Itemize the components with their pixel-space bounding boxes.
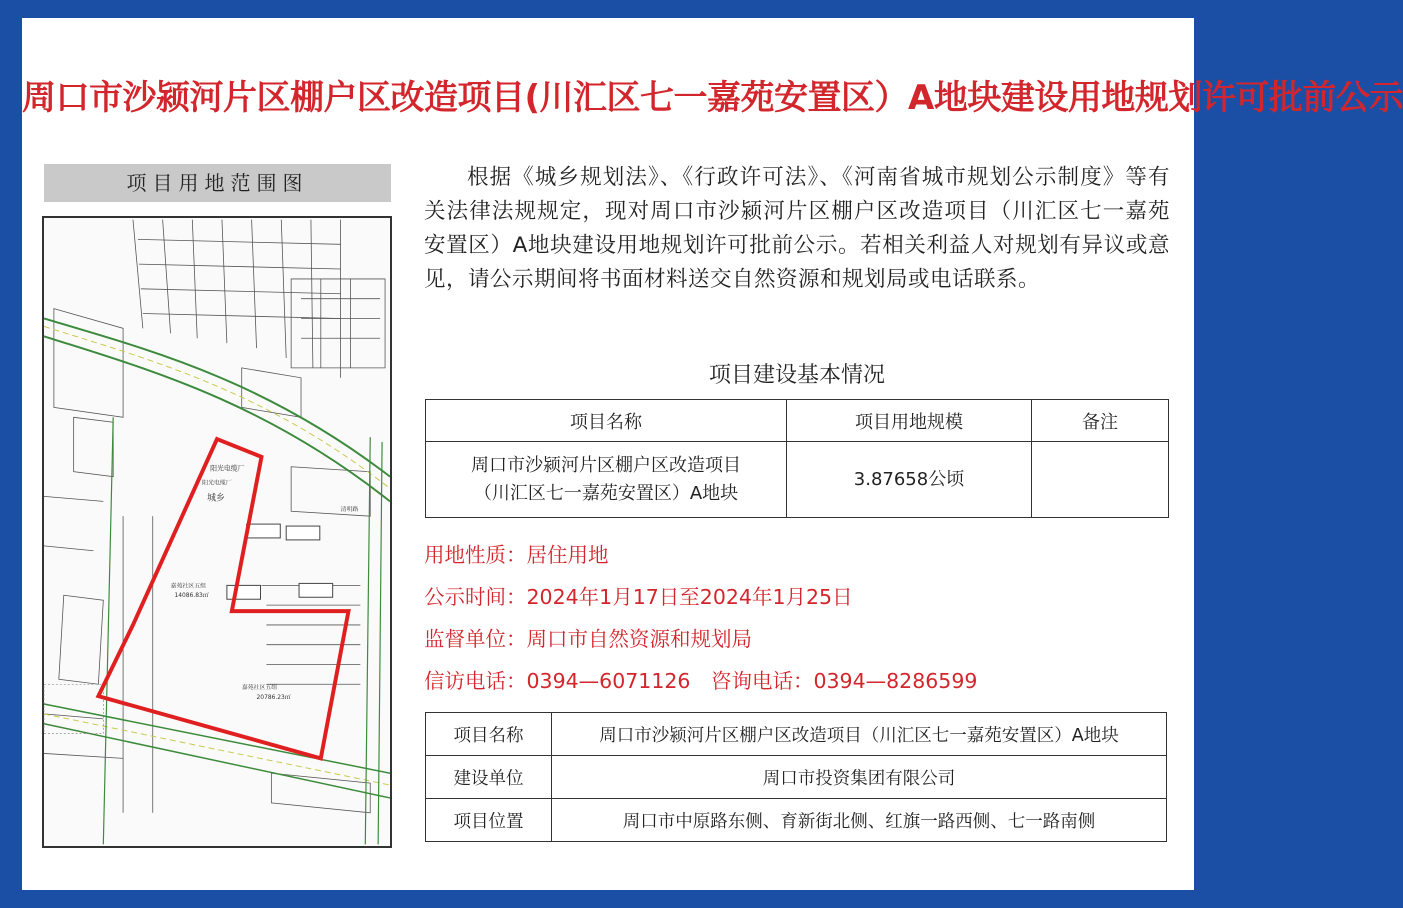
phone-line: 信访电话：0394—6071126 咨询电话：0394—8286599 xyxy=(424,669,978,693)
cell-land-scale: 3.87658公顷 xyxy=(787,442,1032,518)
cell-project-name xyxy=(426,442,787,518)
cell-remark xyxy=(1032,442,1169,518)
map-label-1: 阳光电缆厂 xyxy=(210,464,245,473)
detail-key: 建设单位 xyxy=(426,756,552,799)
map-label-4: 嘉苑社区五组 xyxy=(170,582,207,590)
period-line: 公示时间：2024年1月17日至2024年1月25日 xyxy=(424,585,853,609)
table-row xyxy=(426,756,1167,799)
header-project-name: 项目名称 xyxy=(426,400,787,442)
detail-key: 项目名称 xyxy=(426,713,552,756)
map-label-7: 20786.23㎡ xyxy=(256,694,291,702)
cell-project-name-line2: （川汇区七一嘉苑安置区）A地块 xyxy=(473,482,739,504)
project-detail-table xyxy=(425,712,1167,842)
map-caption: 项目用地范围图 xyxy=(44,164,391,202)
map-label-5: 14086.83㎡ xyxy=(174,592,209,600)
header-land-scale: 项目用地规模 xyxy=(787,400,1032,442)
detail-value: 周口市沙颍河片区棚户区改造项目（川汇区七一嘉苑安置区）A地块 xyxy=(552,713,1167,756)
project-basic-table xyxy=(425,399,1169,518)
page-title: 周口市沙颍河片区棚户区改造项目(川汇区七一嘉苑安置区）A地块建设用地规划许可批前公示 xyxy=(22,78,1403,118)
map-label-3: 城乡 xyxy=(207,493,225,504)
table-header-row xyxy=(426,400,1169,442)
supervisor-line: 监督单位：周口市自然资源和规划局 xyxy=(424,627,752,651)
table-row xyxy=(426,799,1167,842)
map-label-6: 嘉苑社区五组 xyxy=(241,684,278,692)
detail-value: 周口市投资集团有限公司 xyxy=(552,756,1167,799)
section-title: 项目建设基本情况 xyxy=(708,363,885,388)
table-row xyxy=(426,442,1169,518)
detail-value: 周口市中原路东侧、育新街北侧、红旗一路西侧、七一路南侧 xyxy=(552,799,1167,842)
notice-board xyxy=(22,18,1403,890)
site-map xyxy=(42,216,392,848)
map-label-8: 清明路 xyxy=(340,506,359,514)
detail-key: 项目位置 xyxy=(426,799,552,842)
cell-project-name-line1: 周口市沙颍河片区棚户区改造项目 xyxy=(471,454,741,476)
site-map-drawing xyxy=(44,218,390,846)
land-use-line: 用地性质：居住用地 xyxy=(424,543,609,567)
intro-paragraph: 根据《城乡规划法》、《行政许可法》、《河南省城市规划公示制度》等有关法律法规规定，现对周口市沙颍河片区棚户区改造项目（川汇区七一嘉苑安置区）A地块建设用地规划许可批前公示。若相关利益人对规划有异议或意见，请公示期间将书面材料送交自然资源和规划局或电话联系。 xyxy=(424,165,1170,292)
header-remark: 备注 xyxy=(1032,400,1169,442)
table-row xyxy=(426,713,1167,756)
map-label-2: 阳光电缆厂 xyxy=(202,479,232,487)
